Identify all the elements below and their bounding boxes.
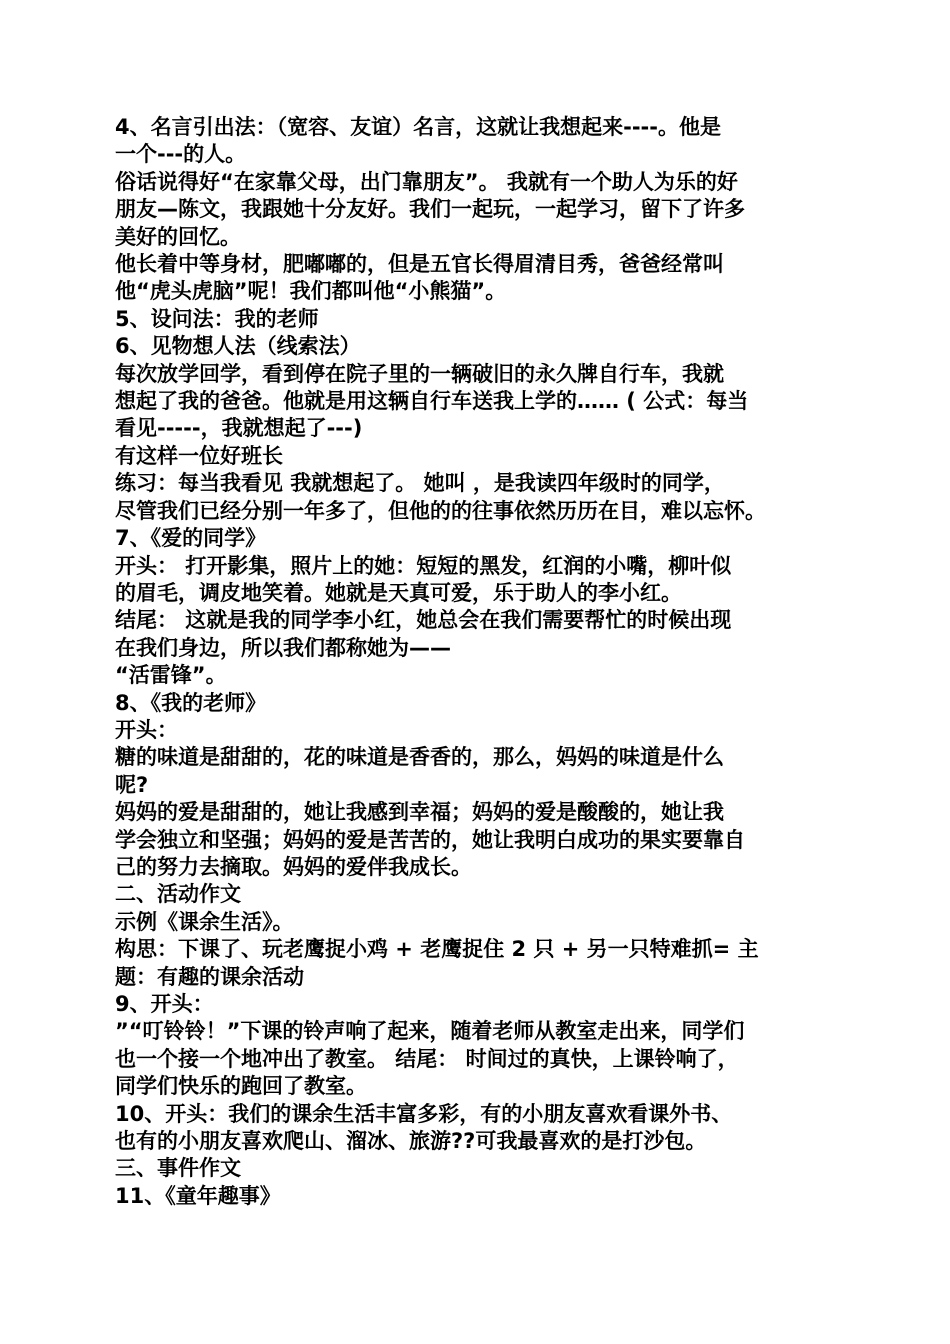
text-line: 二、活动作文: [115, 882, 241, 907]
text-line: 呢?: [115, 772, 149, 797]
text-line: 4、名言引出法：（宽容、友谊）名言，这就让我想起来----。他是: [115, 115, 721, 139]
text-line: 的眉毛，调皮地笑着。她就是天真可爱，乐于助人的李小红。: [115, 580, 682, 605]
text-line: 开头：: [115, 717, 178, 742]
text-line: “活雷锋”。: [115, 663, 227, 688]
text-line: 每次放学回学，看到停在院子里的一辆破旧的永久牌自行车，我就: [115, 361, 724, 386]
text-line: 9、开头：: [115, 992, 214, 1016]
text-line: 妈妈的爱是甜甜的，她让我感到幸福；妈妈的爱是酸酸的，她让我: [115, 800, 724, 825]
text-line: 学会独立和坚强；妈妈的爱是苦苦的，她让我明白成功的果实要靠自: [115, 827, 745, 852]
text-line: 三、事件作文: [115, 1156, 241, 1181]
text-line: 结尾： 这就是我的同学李小红，她总会在我们需要帮忙的时候出现: [115, 608, 732, 633]
text-line: 也一个接一个地冲出了教室。 结尾： 时间过的真快，上课铃响了，: [115, 1046, 739, 1071]
text-line: 5、设问法：我的老师: [115, 306, 319, 331]
text-line: 也有的小朋友喜欢爬山、溜冰、旅游??可我最喜欢的是打沙包。: [115, 1129, 707, 1154]
text-line: 开头： 打开影集，照片上的她：短短的黑发，红润的小嘴，柳叶似: [115, 553, 732, 578]
text-line: 俗话说得好“在家靠父母，出门靠朋友”。 我就有一个助人为乐的好: [115, 169, 738, 194]
text-line: 7、《爱的同学》: [115, 526, 267, 551]
text-line: 美好的回忆。: [115, 224, 241, 249]
document-page: [115, 114, 835, 1210]
text-line: 己的努力去摘取。妈妈的爱伴我成长。: [115, 854, 472, 879]
text-line: 示例《课余生活》。: [115, 909, 294, 934]
text-line: 想起了我的爸爸。他就是用这辆自行车送我上学的…… ( 公式：每当: [115, 389, 749, 414]
text-line: ”“叮铃铃！”下课的铃声响了起来，随着老师从教室走出来，同学们: [115, 1019, 745, 1044]
text-line: 题：有趣的课余活动: [115, 964, 304, 989]
text-line: 看见-----，我就想起了---): [115, 416, 363, 441]
text-line: 8、《我的老师》: [115, 690, 267, 715]
text-line: 11、《童年趣事》: [115, 1183, 281, 1208]
text-line: 他长着中等身材，肥嘟嘟的，但是五官长得眉清目秀，爸爸经常叫: [115, 252, 724, 277]
text-line: 糖的味道是甜甜的，花的味道是香香的，那么，妈妈的味道是什么: [115, 745, 724, 770]
text-line: 练习：每当我看见 我就想起了。 她叫 ，是我读四年级时的同学，: [115, 471, 725, 496]
text-line: 构思：下课了、玩老鹰捉小鸡 + 老鹰捉住 2 只 + 另一只特难抓= 主: [115, 937, 759, 962]
text-line: 尽管我们已经分别一年多了，但他的的往事依然历历在目，难以忘怀。: [115, 498, 766, 523]
text-line: 在我们身边，所以我们都称她为——: [115, 635, 451, 660]
text-line: 10、开头：我们的课余生活丰富多彩，有的小朋友喜欢看课外书、: [115, 1101, 733, 1126]
text-line: 一个---的人。: [115, 142, 247, 167]
text-line: 他“虎头虎脑”呢！我们都叫他“小熊猫”。: [115, 279, 507, 304]
text-line: 同学们快乐的跑回了教室。: [115, 1074, 367, 1099]
text-line: 有这样一位好班长: [115, 443, 283, 468]
text-line: 6、见物想人法（线索法）: [115, 334, 361, 359]
text-line: 朋友—陈文，我跟她十分友好。我们一起玩，一起学习，留下了许多: [115, 197, 745, 222]
